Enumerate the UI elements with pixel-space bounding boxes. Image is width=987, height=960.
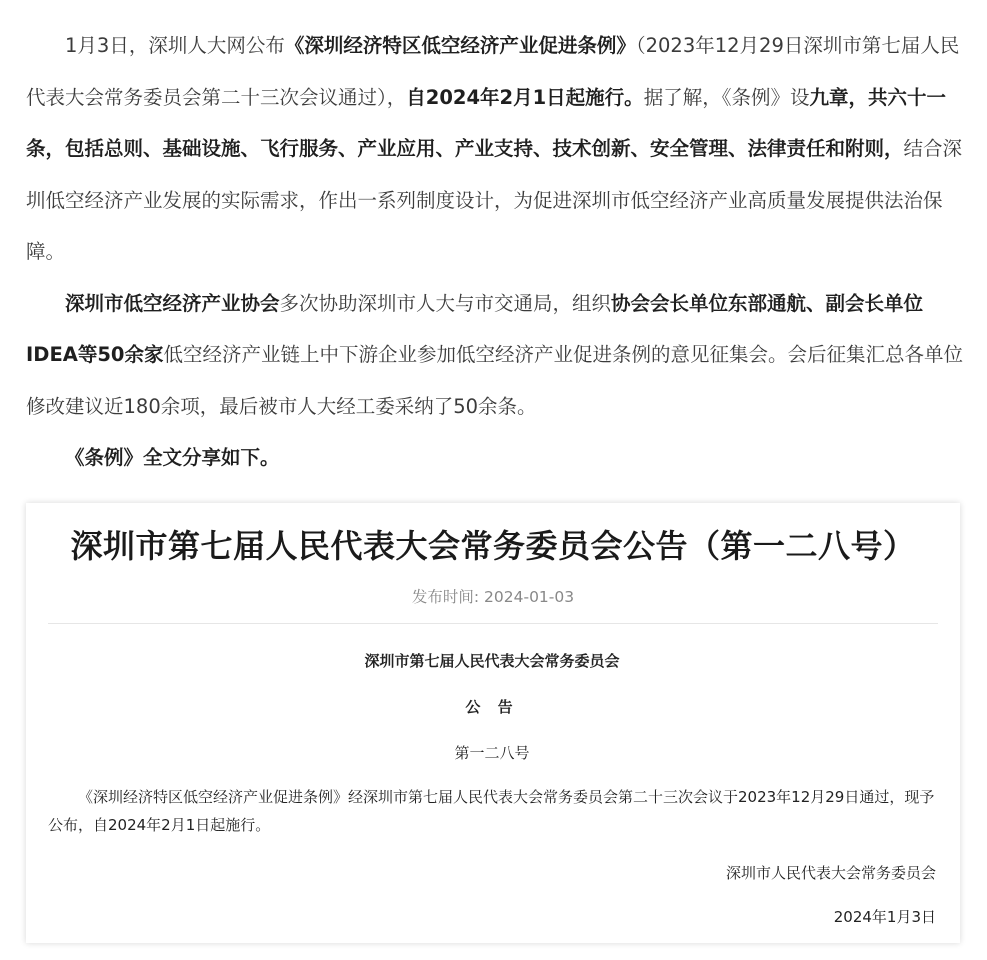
p2-text-1: 多次协助深圳市人大与市交通局，组织 <box>279 291 612 315</box>
notice-body <box>48 651 936 927</box>
p1-text-1: 1月3日，深圳人大网公布 <box>65 34 285 57</box>
article-paragraph-3: 《条例》全文分享如下。 <box>65 446 280 469</box>
p1-bold-regulation-name: 《深圳经济特区低空经济产业促进条例》 <box>284 34 636 57</box>
notice-text: 《深圳经济特区低空经济产业促进条例》经深圳市第七届人民代表大会常务委员会第二十三次会议于2023年12月29日通过，现予公布，自2024年2月1日起施行。 <box>48 788 935 834</box>
p2-bold-members: 协会会长单位东部通航、副会长单位IDEA等50余家 <box>26 291 924 366</box>
notice-title: 深圳市第七届人民代表大会常务委员会公告（第一二八号） <box>70 527 916 565</box>
p2-text-2: 低空经济产业链上中下游企业参加低空经济产业促进条例的意见征集会。会后征集汇总各单位修改建议近180余项，最后被市人大经工委采纳了50余条。 <box>26 343 964 418</box>
notice-publish-time: 发布时间: 2024-01-03 <box>411 588 575 606</box>
notice-number: 第一二八号 <box>454 744 530 762</box>
article-paragraph-1 <box>26 20 964 278</box>
article-paragraph-2 <box>26 278 964 433</box>
notice-date: 2024年1月3日 <box>833 908 936 926</box>
notice-heading: 公 告 <box>465 698 519 716</box>
p1-text-3: 据了解，《条例》设 <box>643 85 810 109</box>
notice-card <box>26 503 960 943</box>
p1-bold-effective-date: 自2024年2月1日起施行。 <box>406 85 644 109</box>
notice-org: 深圳市第七届人民代表大会常务委员会 <box>364 652 620 670</box>
article-body <box>26 20 964 484</box>
p1-bold-chapters: 九章，共六十一条，包括总则、基础设施、飞行服务、产业应用、产业支持、技术创新、安全管理、法律责任和附则， <box>26 85 946 160</box>
p2-bold-association: 深圳市低空经济产业协会 <box>65 291 280 315</box>
p1-text-2: （2023年12月29日深圳市第七届人民代表大会常务委员会第二十三次会议通过）， <box>26 34 960 109</box>
p1-text-4: 结合深圳低空经济产业发展的实际需求，作出一系列制度设计，为促进深圳市低空经济产业高质量发展提供法治保障。 <box>26 137 963 263</box>
notice-divider <box>48 623 938 624</box>
notice-signature: 深圳市人民代表大会常务委员会 <box>725 864 936 882</box>
